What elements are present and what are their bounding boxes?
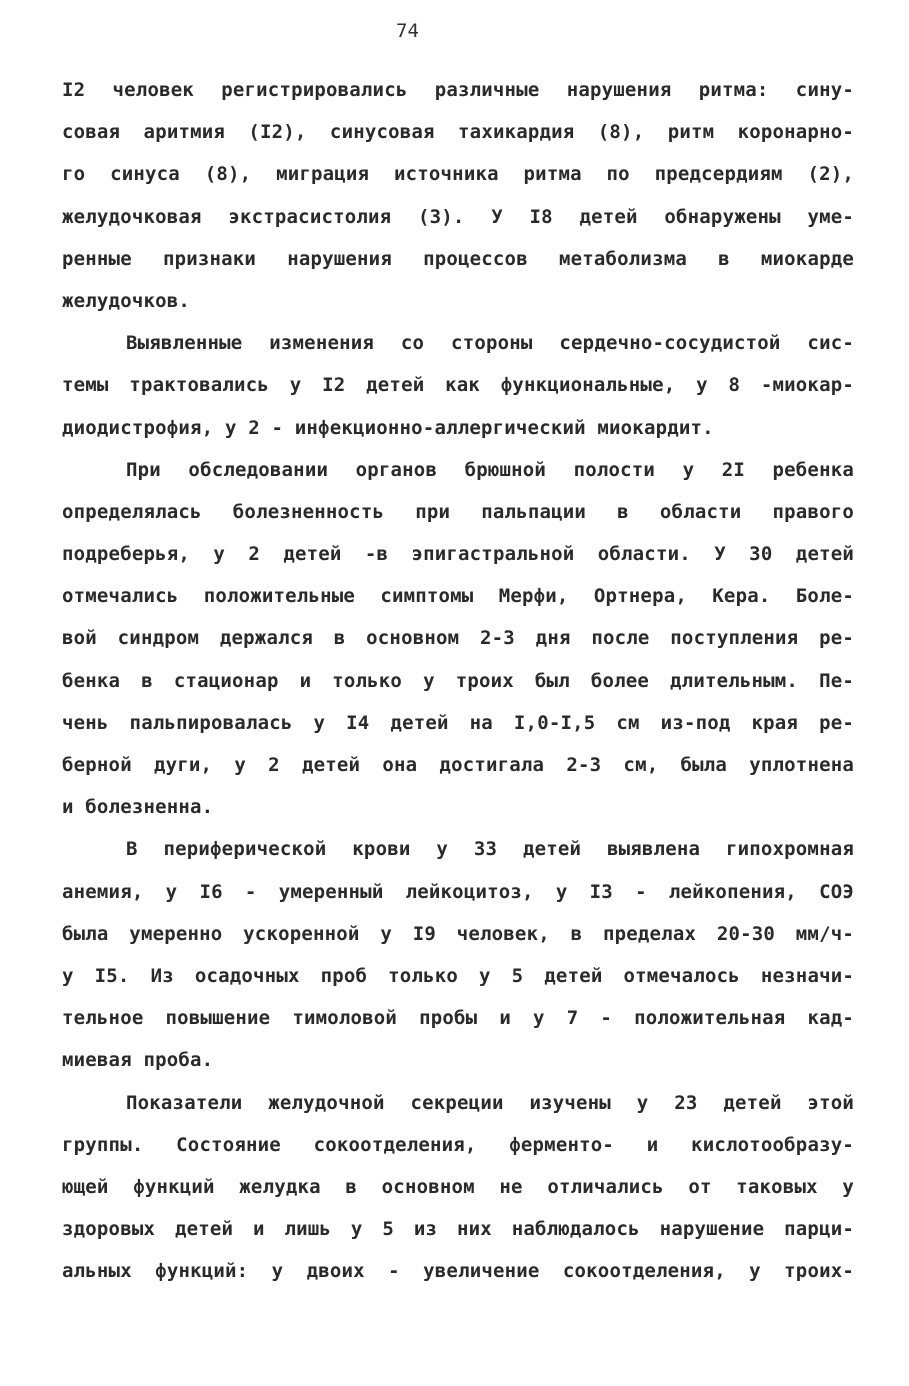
text-line: и болезненна. xyxy=(62,796,214,819)
text-line: темы трактовались у I2 детей как функциональные, у 8 -миокар- xyxy=(62,374,854,397)
text-line: При обследовании органов брюшной полости у 2I ребенка xyxy=(126,458,854,481)
text-line: ренные признаки нарушения процессов метаболизма в миокарде xyxy=(62,247,854,270)
page-number: 74 xyxy=(396,20,419,42)
body-text xyxy=(62,72,854,1295)
text-line: Выявленные изменения со стороны сердечно-сосудистой сис- xyxy=(126,332,854,355)
text-line: отмечались положительные симптомы Мерфи, Ортнера, Кера. Боле- xyxy=(62,585,854,608)
text-line: была умеренно ускоренной у I9 человек, в пределах 20-30 мм/ч- xyxy=(62,922,854,945)
text-line: берной дуги, у 2 детей она достигала 2-3 см, была уплотнена xyxy=(62,754,854,776)
text-line: чень пальпировалась у I4 детей на I,0-I,5 см из-под края ре- xyxy=(62,711,854,734)
text-line: здоровых детей и лишь у 5 из них наблюдалось нарушение парци- xyxy=(62,1218,854,1241)
text-line: подреберья, у 2 детей -в эпигастральной области. У 30 детей xyxy=(62,543,854,566)
text-line: тельное повышение тимоловой пробы и у 7 - положительная кад- xyxy=(62,1007,854,1030)
text-line: совая аритмия (I2), синусовая тахикардия (8), ритм коронарно- xyxy=(62,121,854,144)
text-line: у I5. Из осадочных проб только у 5 детей отмечалось незначи- xyxy=(62,964,854,987)
text-line: ющей функций желудка в основном не отличались от таковых у xyxy=(62,1175,854,1198)
text-line: Показатели желудочной секреции изучены у 23 детей этой xyxy=(126,1091,854,1114)
text-line: вой синдром держался в основном 2-3 дня после поступления ре- xyxy=(62,627,854,650)
text-line: бенка в стационар и только у троих был более длительным. Пе- xyxy=(62,669,854,692)
text-line: го синуса (8), миграция источника ритма по предсердиям (2), xyxy=(62,163,854,186)
text-line: желудочков. xyxy=(62,289,191,312)
text-line: определялась болезненность при пальпации в области правого xyxy=(62,500,854,523)
text-line: В периферической крови у 33 детей выявлена гипохромная xyxy=(126,838,854,861)
text-line: желудочковая экстрасистолия (3). У I8 детей обнаружены уме- xyxy=(62,205,854,228)
text-line: I2 человек регистрировались различные нарушения ритма: сину- xyxy=(62,79,854,101)
text-line: группы. Состояние сокоотделения, ферменто- и кислотообразу- xyxy=(62,1133,854,1156)
text-line: альных функций: у двоих - увеличение сокоотделения, у троих- xyxy=(62,1260,854,1283)
text-line: диодистрофия, у 2 - инфекционно-аллергический миокардит. xyxy=(62,416,714,439)
text-line: миевая проба. xyxy=(62,1049,214,1072)
text-line: анемия, у I6 - умеренный лейкоцитоз, у I3 - лейкопения, СОЭ xyxy=(62,880,854,903)
